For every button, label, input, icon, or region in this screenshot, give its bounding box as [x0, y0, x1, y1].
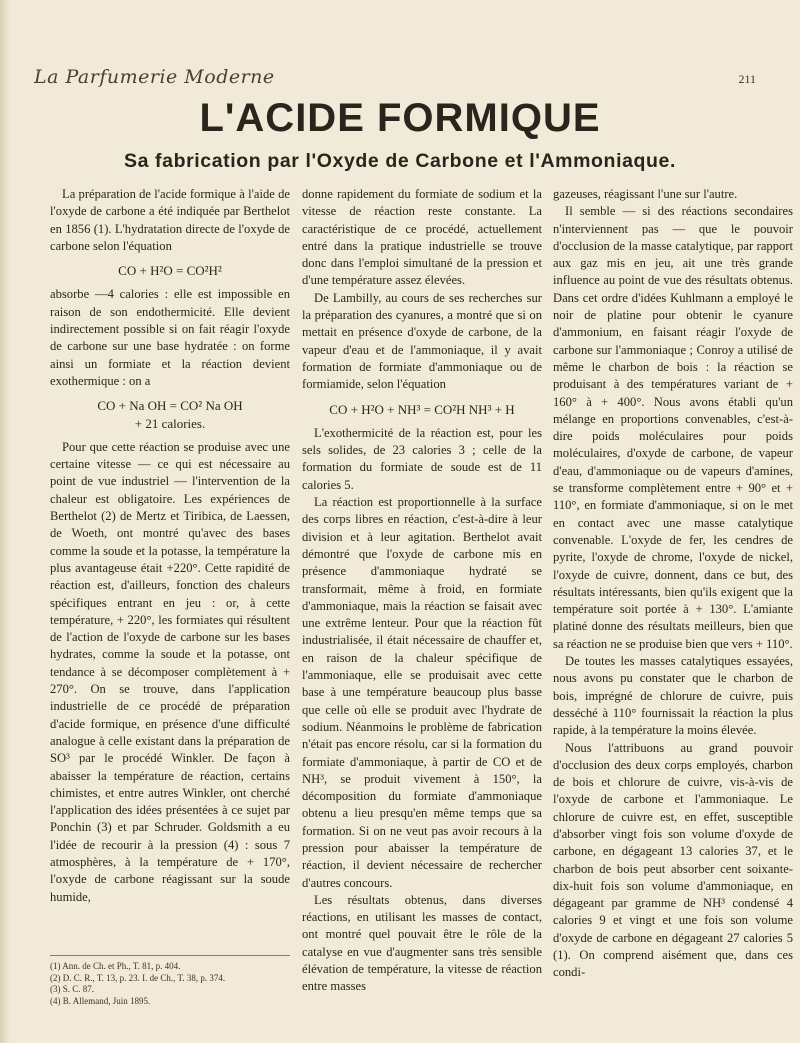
paragraph: La réaction est proportionnelle à la surface des corps libres en réaction, c'est-à-dire à leur division et à leur agitation. Berthelot avait démontré que l'oxyde de carbone mis en présence d'ammoniaque hydraté se transformait, même à froid, en formiate d'ammoniaque, mais la réaction se faisait avec une extrême lenteur. Pour que la réaction fût industrialisée, il était nécessaire de chauffer et, en raison de la chaleur spécifique de l'ammoniaque, elle se produisait avec cette base à une température beaucoup plus basse que celle où elle se produit avec l'hydrate de sodium. Néanmoins le problème de fabrication n'était pas encore résolu, car si la formation du formiate d'ammoniaque, à partir de CO et de NH³, se produit vivement à 150°, la décomposition du formiate d'ammoniaque obtenu a lieu presqu'en même temps que sa formation. Si on ne veut pas avoir recours à la pression pour abaisser la température de réaction, il devient nécessaire de rechercher d'autres concours. [302, 495, 542, 890]
equation-continuation: + 21 calories. [134, 415, 206, 431]
paragraph: gazeuses, réagissant l'une sur l'autre. [553, 187, 738, 201]
page-number: 211 [738, 72, 756, 86]
footnotes [50, 955, 290, 1007]
footnote: (1) Ann. de Ch. et Ph., T. 81, p. 404. [50, 961, 181, 971]
paragraph: absorbe —4 calories : elle est impossible en raison de son endothermicité. Elle devient indirectement possible si on fait réagir l'oxyde de carbone sur une base hydratée : on forme ainsi un formiate et la réaction devient exothermique : on a [50, 287, 290, 388]
paragraph: De Lambilly, au cours de ses recherches sur la préparation des cyanures, a montré que si on mettait en présence d'oxyde de carbone, de la vapeur d'eau et de l'ammoniaque, il y avait formation de formiate d'ammoniaque ou de formiamide, selon l'équation [302, 290, 542, 392]
paragraph: L'exothermicité de la réaction est, pour les sels solides, de 23 calories 3 ; celle de la formation du formiate de soude est de 11 calories 5. [302, 425, 542, 492]
journal-header: La Parfumerie Moderne [34, 66, 275, 88]
equation: CO + H²O + NH³ = CO²H NH³ + H [329, 401, 515, 417]
paragraph: Nous l'attribuons au grand pouvoir d'occlusion des deux corps employés, charbon de bois et chlorure de cuivre, vis-à-vis de l'oxyde de carbone et l'ammoniaque. Le chlorure de cuivre est, en effet, susceptible d'absorber vingt fois son volume d'oxyde de carbone, en dégageant 13 calories 37, et le charbon de bois peut absorber cent soixante-dix-huit fois son volume d'ammoniaque, en dégageant par gramme de NH³ condensé 4 calories 9 et vingt et une fois son volume d'oxyde de carbone en dégageant 27 calories 5 (1). On comprend aisément que, dans ces condi- [553, 740, 793, 980]
footnote-divider [50, 955, 290, 956]
equation: CO + Na OH = CO² Na OH [97, 398, 243, 414]
text-column-1 [50, 186, 290, 906]
paragraph: Il semble — si des réactions secondaires n'interviennent pas — que le pouvoir d'occlusion de la masse catalytique, par rapport aux gaz mis en jeu, ait une très grande influence au point de vue des résultats obtenus. Dans cet ordre d'idées Kuhlmann a employé le noir de platine pour obtenir le cyanure d'ammonium, en faisant réagir l'oxyde de carbone sur l'ammoniaque ; Conroy a utilisé de même le charbon de bois : la réaction se produisant à des températures variant de + 160° à + 400°. Nous avons établi qu'un mélange en proportions convenables, c'est-à-dire poids moléculaires pour poids moléculaires, d'oxyde de carbone, de vapeur d'eau, d'ammoniaque ou de vapeurs d'amines, se transforme complètement entre + 90° et + 110°, en formiate d'ammoniaque, si on le met en contact avec une masse catalytique convenable. L'oxyde de fer, les cendres de pyrite, l'oxyde de chrome, l'oxyde de nickel, l'oxyde de cuivre, donnent, dans ce but, des résultats intéressants, bien qu'ils exigent que la température soit portée à + 130°. L'amiante platiné donne des résultats meilleurs, bien que sa réaction ne se produise bien que vers + 110°. [553, 204, 793, 651]
paragraph: Les résultats obtenus, dans diverses réactions, en utilisant les masses de contact, ont montré quel pouvait être le rôle de la catalyse en vue d'augmenter sans très sensible élévation de température, la vitesse de réaction entre masses [302, 892, 542, 994]
equation: CO + H²O = CO²H² [118, 263, 222, 279]
footnote: (2) D. C. R., T. 13, p. 23. I. de Ch., T. 38, p. 374. [50, 972, 226, 983]
footnote: (3) S. C. 87. [50, 984, 95, 994]
paragraph: donne rapidement du formiate de sodium et la vitesse de réaction reste constante. La caractéristique de ce procédé, actuellement entré dans la pratique industrielle se trouve donc dans l'emploi simultané de la pression et d'une température assez élevées. [302, 187, 542, 288]
paragraph: De toutes les masses catalytiques essayées, nous avons pu constater que le charbon de bois, imprégné de chlorure de cuivre, puis desséché à 110° fournissait la réaction la plus rapide, à la température la moins élevée. [553, 654, 793, 738]
footnote: (4) B. Allemand, Juin 1895. [50, 995, 151, 1006]
text-column-3 [553, 186, 793, 982]
article-title: L'ACIDE FORMIQUE [199, 96, 601, 140]
paragraph: La préparation de l'acide formique à l'aide de l'oxyde de carbone a été indiquée par Berthelot en 1856 (1). L'hydratation directe de l'oxyde de carbone selon l'équation [50, 187, 290, 253]
article-subtitle: Sa fabrication par l'Oxyde de Carbone et l'Ammoniaque. [123, 150, 677, 172]
paragraph: Pour que cette réaction se produise avec une certaine vitesse — ce qui est nécessaire au point de vue industriel — l'intervention de la chaleur est obligatoire. Les expériences de Berthelot (2) de Mertz et Tiribica, de Laessen, de Woeth, ont montré qu'avec des bases comme la soude et la potasse, la température la plus avantageuse était +220°. Cette rapidité de réaction est, d'ailleurs, fonction des chaleurs spécifiques entrant en jeu : or, à cette température, + 220°, les formiates qui résultent de l'action de l'oxyde de carbone sur les bases hydrates, comme la soude et la potasse, ont tendance à se décomposer complètement à + 270°. On se trouve, dans l'application industrielle de ce procédé de préparation d'acide formique, en présence d'une difficulté analogue à celle existant dans la préparation de SO³ par le procédé Winkler. De façon à abaisser la température de réaction, certains chimistes, et entre autres Winkler, ont cherché l'application des idées présentées à ce sujet par Ponchin (3) et par Schruder. Goldsmith a eu l'idée de recourir à la pression (4) : sous 7 atmosphères, à la température de + 170°, l'oxyde de carbone réagissant sur la soude humide, [50, 439, 290, 904]
text-column-2 [302, 186, 542, 996]
